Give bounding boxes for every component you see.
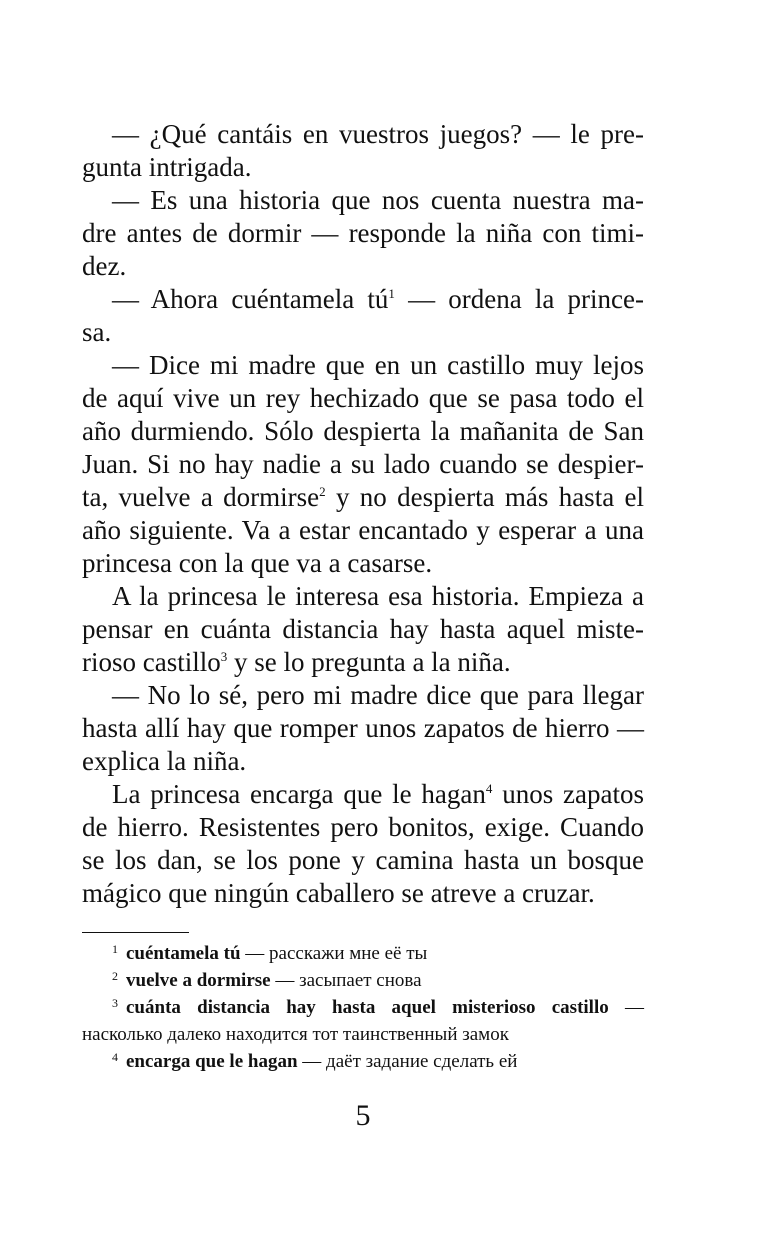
- text-line: princesa con la que va a casarse.: [82, 548, 433, 578]
- text-line: dre antes de dormir — responde la niña con timi-: [82, 218, 644, 248]
- main-text: [82, 118, 644, 910]
- text-line: sa.: [82, 317, 112, 347]
- footnote-translation: расскажи мне её ты: [269, 943, 428, 964]
- text-line: — ¿Qué cantáis en vuestros juegos? — le pre-: [112, 119, 644, 149]
- text-run: rioso castillo: [82, 647, 221, 677]
- footnote-separator: —: [240, 943, 270, 964]
- text-line: gunta intrigada.: [82, 152, 252, 182]
- footnote-number: 2: [112, 969, 118, 983]
- footnote-ref: 1: [388, 286, 395, 301]
- text-line: mágico que ningún caballero se atreve a cruzar.: [82, 878, 595, 908]
- text-run: y se lo pregunta a la niña.: [227, 647, 511, 677]
- footnote-separator: —: [297, 1051, 327, 1072]
- footnote-ref: 2: [319, 484, 326, 499]
- page-number: 5: [355, 1099, 371, 1132]
- footnote-translation: засыпает снова: [299, 970, 422, 991]
- footnote-separator: —: [608, 997, 644, 1018]
- text-line: [82, 646, 644, 679]
- text-line: [82, 778, 644, 811]
- text-run: ta, vuelve a dormirse: [82, 482, 320, 512]
- footnote-term: encarga que le hagan: [126, 1051, 298, 1072]
- text-line: se los dan, se los pone y camina hasta un bosque: [82, 845, 644, 875]
- text-line: año durmiendo. Sólo despierta la mañanita de San: [82, 416, 644, 446]
- footnotes: [82, 940, 644, 1075]
- footnote-ref: 3: [220, 649, 228, 664]
- footnote-number: 4: [112, 1050, 118, 1064]
- footnote: [82, 1048, 644, 1075]
- text-line: Juan. Si no hay nadie a su lado cuando se despier-: [82, 449, 644, 479]
- text-run: unos zapatos: [492, 779, 644, 809]
- footnote-term: cuánta distancia hay hasta aquel misterioso castillo: [126, 997, 609, 1018]
- footnote-divider: [82, 932, 189, 933]
- text-run: — ordena la prince-: [394, 284, 644, 314]
- text-line: — No lo sé, pero mi madre dice que para llegar: [112, 680, 644, 710]
- text-line: pensar en cuánta distancia hay hasta aquel miste-: [82, 614, 644, 644]
- text-line: dez.: [82, 251, 127, 281]
- text-line: [82, 283, 644, 316]
- footnote-term: vuelve a dormirse: [126, 970, 271, 991]
- footnote-ref: 4: [485, 781, 493, 796]
- text-line: A la princesa le interesa esa historia. Empieza a: [112, 581, 644, 611]
- footnote-number: 3: [112, 996, 118, 1010]
- footnote-term: cuéntamela tú: [126, 943, 241, 964]
- footnote-translation: насколько далеко находится тот таинственный замок: [82, 1024, 509, 1045]
- text-line: de aquí vive un rey hechizado que se pasa todo el: [82, 383, 644, 413]
- text-line: [82, 481, 644, 514]
- text-line: — Dice mi madre que en un castillo muy lejos: [112, 350, 644, 380]
- footnote: [82, 967, 644, 994]
- footnote-separator: —: [270, 970, 300, 991]
- text-run: La princesa encarga que le hagan: [112, 779, 486, 809]
- text-line: año siguiente. Va a estar encantado y esperar a una: [82, 515, 644, 545]
- footnote: [82, 940, 644, 967]
- text-line: explica la niña.: [82, 746, 247, 776]
- text-run: — Ahora cuéntamela tú: [112, 284, 389, 314]
- text-line: — Es una historia que nos cuenta nuestra ma-: [112, 185, 644, 215]
- text-line: hasta allí hay que romper unos zapatos de hierro —: [82, 713, 644, 743]
- text-run: y no despierta más hasta el: [325, 482, 644, 512]
- footnote-translation: даёт задание сделать ей: [326, 1051, 518, 1072]
- text-line: de hierro. Resistentes pero bonitos, exige. Cuando: [82, 812, 644, 842]
- footnote-number: 1: [112, 942, 118, 956]
- footnote: [82, 994, 644, 1021]
